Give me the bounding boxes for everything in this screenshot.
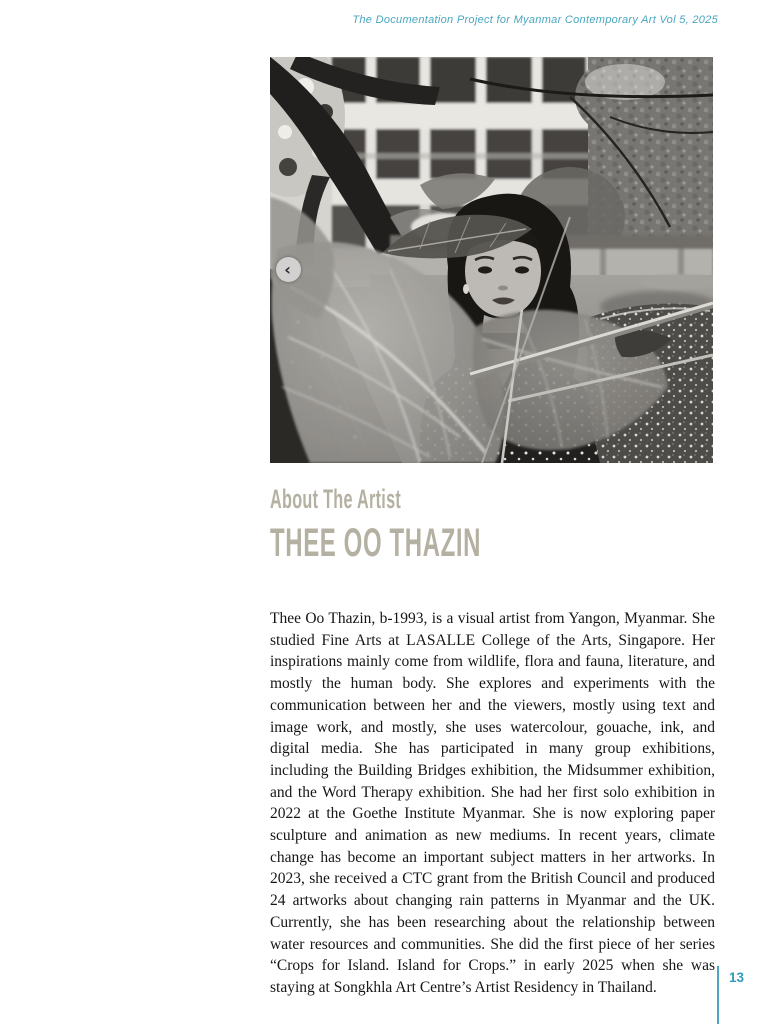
journal-title: The Documentation Project for Myanmar Contemporary Art Vol 5, 2025 <box>352 14 718 26</box>
section-kicker: About The Artist <box>270 484 402 514</box>
page-number: 13 <box>729 970 745 985</box>
artist-bio-paragraph: Thee Oo Thazin, b-1993, is a visual artist from Yangon, Myanmar. She studied Fine Arts at LASALLE College of the Arts, Singapore. Her inspirations mainly come from wildlife, flora and fauna, literature, and mostly the human body. She explores and experiments with the communication between her and the viewers, mostly using text and image work, and mostly, she uses watercolour, gouache, ink, and digital media. She has participated in many group exhibitions, including the Building Bridges exhibition, the Midsummer exhibition, and the Word Therapy exhibition. She had her first solo exhibition in 2022 at the Goethe Institute Myanmar. She is now exploring paper sculpture and animation as new mediums. In recent years, climate change has become an important subject matters in her artworks. In 2023, she received a CTC grant from the British Council and produced 24 artworks about changing rain patterns in Myanmar and the UK. Currently, she has been researching about the relationship between water resources and communities. She did the first piece of her series “Crops for Island. Island for Crops.” in early 2025 when she was staying at Songkhla Art Centre’s Artist Residency in Thailand. <box>270 610 715 996</box>
footer-accent-rule <box>717 966 719 1024</box>
photo-prev-button[interactable] <box>276 257 301 282</box>
artist-photo <box>270 57 713 463</box>
artist-name-title: THEE OO THAZIN <box>270 521 482 565</box>
artist-photo-illustration <box>270 57 713 463</box>
chevron-left-icon: ‹ <box>284 259 291 279</box>
